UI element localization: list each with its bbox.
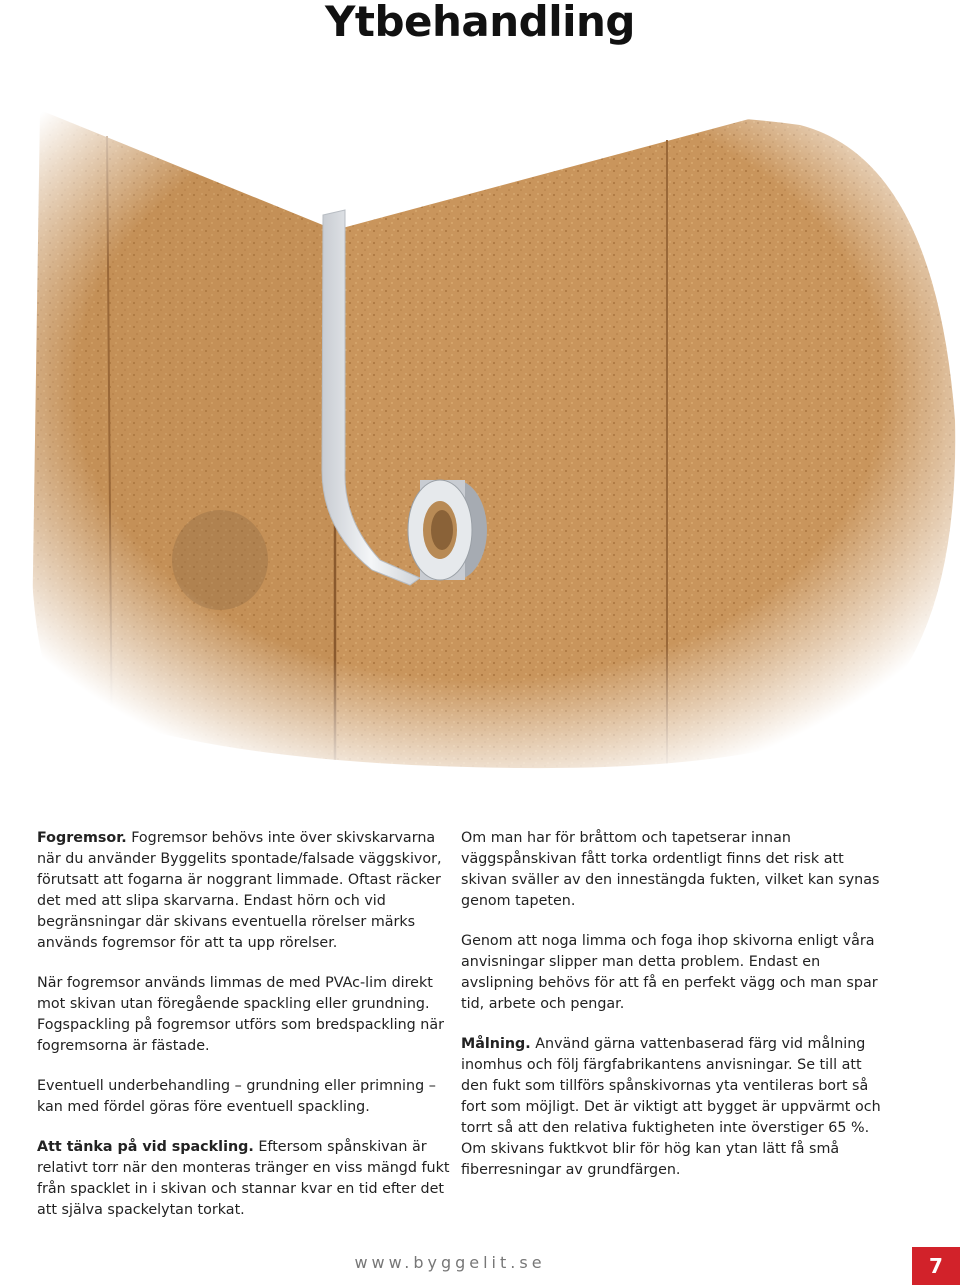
paragraph-lead: Målning.: [461, 1036, 531, 1052]
paragraph-lead: Fogremsor.: [37, 830, 127, 846]
paragraph-text: Fogremsor behövs inte över skivskarvarna när du använder Byggelits spontade/falsade väggskivor, förutsatt att fogarna är noggrant limmade. Oftast räcker det med att slipa skarvarna. Endast hörn och vid begränsningar där skivans eventuella rörelser märks används fogremsor för att ta upp rörelser.: [37, 830, 442, 951]
paragraph-underbehandling: Eventuell underbehandling – grundning eller primning – kan med fördel göras före eventuell spackling.: [37, 1078, 436, 1115]
paragraph-text: Använd gärna vattenbaserad färg vid målning inomhus och följ färgfabrikantens anvisningar. Se till att den fukt som tillförs spånskivornas yta ventileras bort så fort som möjligt. Det är viktigt att bygget är uppvärmt och torrt så att den relativa fuktigheten inte överstiger 65 %. Om skivans fuktkvot blir för hög kan ytan lätt få små fiberresningar av grundfärgen.: [461, 1036, 881, 1178]
page-number: 7: [912, 1247, 960, 1285]
right-column: [461, 828, 881, 1200]
paragraph-limma: Genom att noga limma och foga ihop skivorna enligt våra anvisningar slipper man detta problem. Endast en avslipning behövs för att få en perfekt vägg och man spar tid, arbete och pengar.: [461, 933, 878, 1012]
paragraph-pvac: När fogremsor används limmas de med PVAc-lim direkt mot skivan utan föregående spackling eller grundning. Fogspackling på fogremsor utförs som bredspackling när fogremsorna är fästade.: [37, 975, 444, 1054]
paragraph-spackling: [37, 1137, 457, 1221]
left-column: [37, 828, 457, 1240]
wall-corner-tape-illustration: [0, 70, 960, 770]
page-title: Ytbehandling: [324, 0, 635, 46]
paragraph-fogremsor: [37, 828, 457, 954]
footer-url[interactable]: www.byggelit.se: [354, 1253, 546, 1272]
paragraph-text: Eftersom spånskivan är relativt torr när den monteras tränger en viss mängd fukt från spacklet in i skivan och stannar kvar en tid efter det att själva spackelytan torkat.: [37, 1139, 450, 1218]
paragraph-tapetsering: Om man har för bråttom och tapetserar innan väggspånskivan fått torka ordentligt finns det risk att skivan sväller av den innestängda fukten, vilket kan synas genom tapeten.: [461, 830, 880, 909]
paragraph-malning: [461, 1034, 881, 1181]
paragraph-lead: Att tänka på vid spackling.: [37, 1139, 254, 1155]
